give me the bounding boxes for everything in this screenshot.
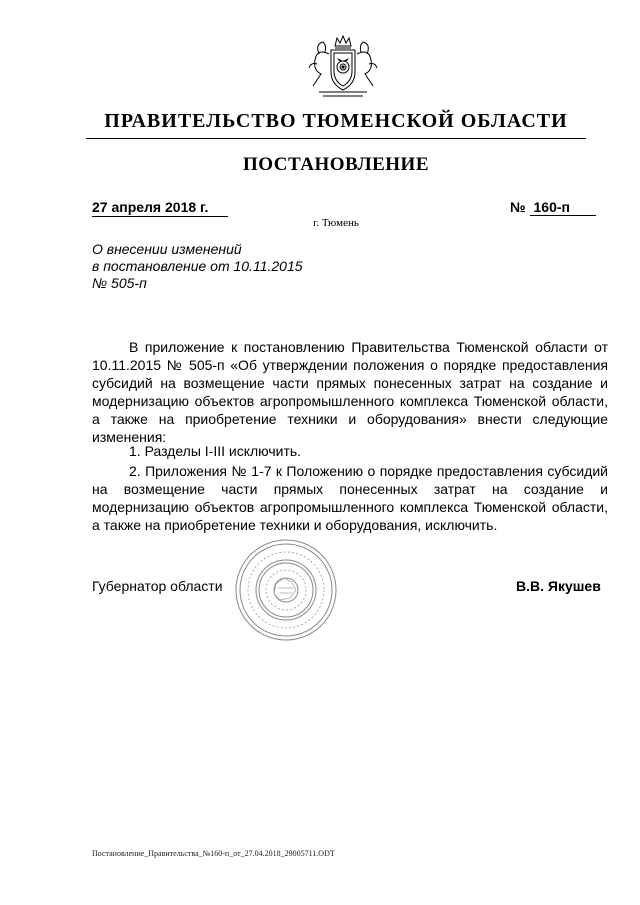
subject-line: № 505-п [92,275,147,291]
document-number [510,199,596,216]
body-preamble: В приложение к постановлению Правительства Тюменской области от 10.11.2015 № 505-п «Об утверждении положения о порядке предоставления субсидий на возмещение части прямых понесенных затрат на создание и модернизацию объектов агропромышленного комплекса Тюменской области, а также на приобретение техники и оборудования» внести следующие изменения: [92,339,608,445]
body-item-1: 1. Разделы I-III исключить. [129,443,302,459]
title-divider [86,138,586,139]
number-sign: № [510,199,526,215]
document-date: 27 апреля 2018 г. [92,199,228,217]
official-seal-icon [234,538,338,642]
document-city: г. Тюмень [313,217,359,229]
subject-line: в постановление от 10.11.2015 [92,258,303,274]
government-title: ПРАВИТЕЛЬСТВО ТЮМЕНСКОЙ ОБЛАСТИ [104,110,568,132]
document-subject [92,241,303,292]
footer-filename: Постановление_Правительства_№160-п_от_27.04.2018_29005711.ODT [92,849,335,858]
subject-line: О внесении изменений [92,241,242,257]
signer-position: Губернатор области [92,578,223,594]
coat-of-arms-icon [305,34,381,100]
body-item-2: 2. Приложения № 1-7 к Положению о порядке предоставления субсидий на возмещение части прямых понесенных затрат на создание и модернизацию объектов агропромышленного комплекса Тюменской области, а также на приобретение техники и оборудования, исключить. [92,463,608,533]
number-value: 160-п [530,199,596,216]
signer-name: В.В. Якушев [516,578,601,594]
document-type: ПОСТАНОВЛЕНИЕ [242,154,430,175]
